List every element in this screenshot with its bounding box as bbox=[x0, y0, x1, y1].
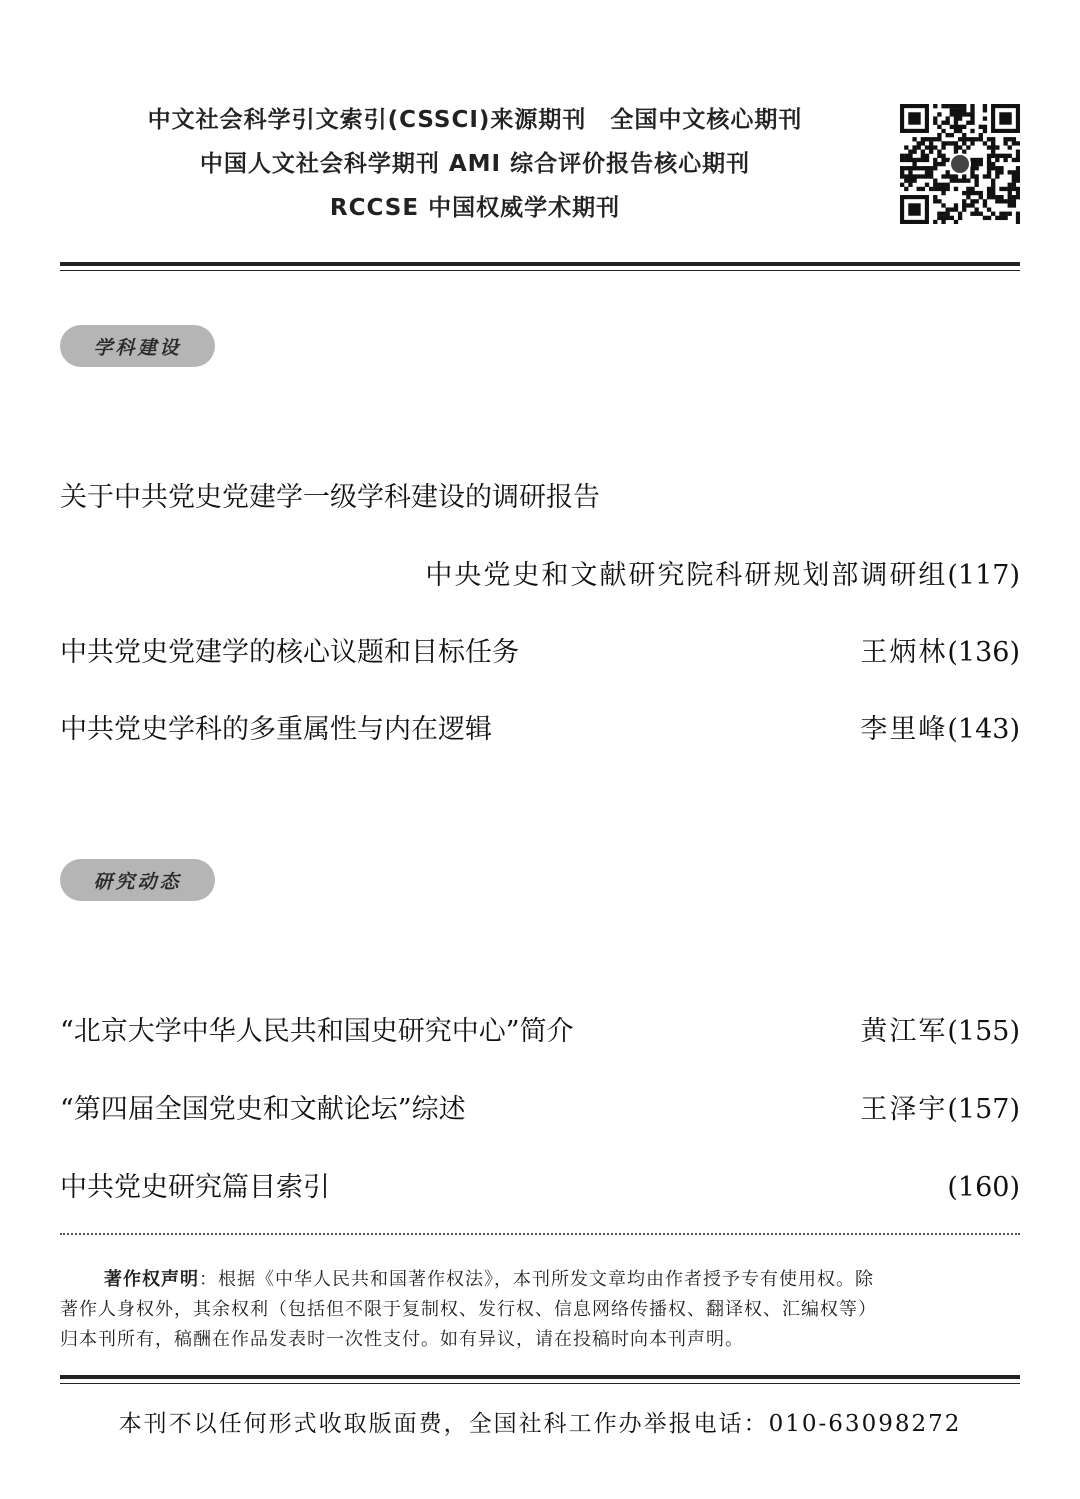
copyright-label: 著作权声明 bbox=[104, 1269, 199, 1290]
entry-author: 黄江军(155) bbox=[860, 1016, 1020, 1047]
entry-author: 中央党史和文献研究院科研规划部调研组(117) bbox=[425, 560, 1020, 591]
footer-notice: 本刊不以任何形式收取版面费，全国社科工作办举报电话：010-63098272 bbox=[118, 1411, 962, 1437]
entry-title: “北京大学中华人民共和国史研究中心”简介 bbox=[60, 1016, 574, 1047]
index-line-2: 中国人文社会科学期刊 AMI 综合评价报告核心期刊 bbox=[199, 151, 751, 177]
entry-title: 中共党史学科的多重属性与内在逻辑 bbox=[60, 714, 492, 745]
copyright-notice bbox=[60, 1265, 1020, 1355]
entry-page: (143) bbox=[947, 714, 1020, 745]
dotted-divider bbox=[60, 1233, 1020, 1235]
header-rule-thin bbox=[60, 270, 1020, 271]
copyright-line: ：根据《中华人民共和国著作权法》，本刊所发文章均由作者授予专有使用权。除 bbox=[199, 1269, 874, 1290]
entry-page: (155) bbox=[947, 1016, 1020, 1047]
entry-title: 关于中共党史党建学一级学科建设的调研报告 bbox=[60, 482, 600, 513]
section-label-research-news: 研究动态 bbox=[60, 859, 215, 901]
entry-author: 李里峰(143) bbox=[860, 714, 1020, 745]
copyright-line: 著作人身权外，其余权利（包括但不限于复制权、发行权、信息网络传播权、翻译权、汇编权等） bbox=[60, 1299, 877, 1320]
entry-page: (117) bbox=[947, 560, 1020, 591]
header-rule-thick bbox=[60, 262, 1020, 266]
entry-page: (157) bbox=[947, 1094, 1020, 1125]
entry-title: “第四届全国党史和文献论坛”综述 bbox=[60, 1094, 466, 1125]
entry-page: (160) bbox=[947, 1172, 1020, 1203]
footer-rule-thin bbox=[60, 1383, 1020, 1384]
copyright-line: 归本刊所有，稿酬在作品发表时一次性支付。如有异议，请在投稿时向本刊声明。 bbox=[60, 1329, 744, 1350]
toc-entry[interactable] bbox=[60, 556, 1020, 596]
index-line-1: 中文社会科学引文索引(CSSCI)来源期刊 全国中文核心期刊 bbox=[147, 107, 803, 133]
entry-author: 王炳林(136) bbox=[860, 637, 1020, 668]
toc-entry[interactable] bbox=[60, 633, 1020, 673]
toc-entry[interactable] bbox=[60, 478, 1020, 518]
entry-title: 中共党史党建学的核心议题和目标任务 bbox=[60, 637, 519, 668]
entry-author: 王泽宇(157) bbox=[860, 1094, 1020, 1125]
entry-author bbox=[947, 1168, 1020, 1208]
index-line-3: RCCSE 中国权威学术期刊 bbox=[329, 195, 621, 221]
journal-header bbox=[60, 98, 890, 230]
toc-entry[interactable] bbox=[60, 710, 1020, 750]
toc-entry[interactable] bbox=[60, 1012, 1020, 1052]
entry-title: 中共党史研究篇目索引 bbox=[60, 1172, 330, 1203]
toc-entry[interactable] bbox=[60, 1090, 1020, 1130]
qr-code-icon bbox=[900, 104, 1020, 224]
section-label-discipline: 学科建设 bbox=[60, 325, 215, 367]
footer-rule-thick bbox=[60, 1375, 1020, 1379]
entry-page: (136) bbox=[947, 637, 1020, 668]
toc-entry[interactable] bbox=[60, 1168, 1020, 1208]
